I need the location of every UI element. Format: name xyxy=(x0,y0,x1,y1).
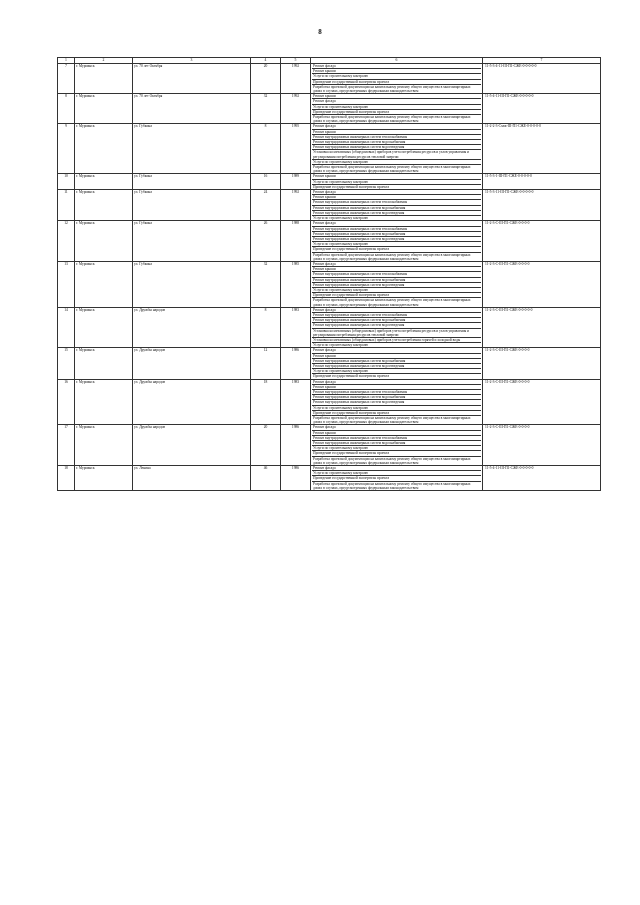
house-number-cell: 20 xyxy=(251,425,281,466)
row-number: 8 xyxy=(58,94,75,124)
work-item: Разработка проектной документации на капитальному ремонту общего имущества в многоквартирных домах в случаях, предусмотренных федеральным законодательством xyxy=(313,165,471,174)
works-cell xyxy=(311,174,483,190)
row-number: 10 xyxy=(58,174,75,190)
work-item: Услуги по строительному контролю xyxy=(313,343,369,348)
work-item: Ремонт фасада xyxy=(312,190,481,195)
work-item: Услуги по строительному контролю xyxy=(312,160,481,165)
street-cell: ул. Губкина xyxy=(133,221,251,262)
row-number: 7 xyxy=(58,64,75,94)
work-item: Ремонт внутридомовых инженерных систем теплоснабжения xyxy=(312,200,481,205)
city-cell: г. Мурманск xyxy=(75,221,133,262)
house-number-cell: 16 xyxy=(251,174,281,190)
work-item: Ремонт внутридомовых инженерных систем теплоснабжения xyxy=(312,436,481,441)
header-cell: 7 xyxy=(483,58,601,64)
header-cell: 6 xyxy=(311,58,483,64)
city-cell: г. Мурманск xyxy=(75,261,133,307)
work-item: Ремонт внутридомовых инженерных систем водоотведения xyxy=(312,145,481,150)
work-item: Ремонт крыши xyxy=(312,385,481,390)
house-number-cell: 46 xyxy=(251,466,281,491)
work-item: Ремонт крыши xyxy=(312,195,481,200)
work-item: Проведение государственной экспертизы проекта xyxy=(313,374,390,379)
code-text: 11-2-3-С-III-П1-СЖЕ-0-0-0-0 xyxy=(485,221,530,226)
work-item: Ремонт внутридомовых инженерных систем теплоснабжения xyxy=(312,227,481,232)
year-cell: 1985 xyxy=(281,261,311,307)
works-cell xyxy=(311,64,483,94)
code-text: 11-2-3-С-III-П1-СЖЕ-0-0-0-0 xyxy=(485,379,530,384)
work-item: Ремонт крыши xyxy=(312,174,481,179)
work-item: Услуги по строительному контролю xyxy=(312,369,481,374)
table-row xyxy=(58,94,601,124)
house-number-cell: 12 xyxy=(251,348,281,379)
work-item: Установка коллективных (общедомовых) приборов учета потребления ресурсов и узлов управления и регулирования потребления ресурсов тепловой энергии xyxy=(312,150,481,159)
work-item: Ремонт фасада xyxy=(312,262,481,267)
work-item: Ремонт внутридомовых инженерных систем водоснабжения xyxy=(312,359,481,364)
work-item: Ремонт внутридомовых инженерных систем водоотведения xyxy=(312,400,481,405)
table-row xyxy=(58,124,601,174)
work-item: Ремонт фасада xyxy=(312,308,481,313)
work-item: Проведение государственной экспертизы проекта xyxy=(312,247,481,252)
table-row xyxy=(58,190,601,221)
work-item: Ремонт внутридомовых инженерных систем водоснабжения xyxy=(312,278,481,283)
code-cell xyxy=(483,348,601,379)
code-cell xyxy=(483,64,601,94)
work-item: Услуги по строительному контролю xyxy=(312,180,481,185)
work-item: Разработка проектной документации на капитальному ремонту общего имущества в многоквартирных домах в случаях, предусмотренных федеральным законодательством xyxy=(313,416,471,425)
city-cell: г. Мурманск xyxy=(75,425,133,466)
street-cell: ул. Губкина xyxy=(133,261,251,307)
city-cell: г. Мурманск xyxy=(75,348,133,379)
work-item: Ремонт крыши xyxy=(312,69,481,74)
repair-table xyxy=(57,57,601,491)
work-item: Услуги по строительному контролю xyxy=(312,74,481,79)
work-item: Ремонт фасада xyxy=(312,99,481,104)
work-item: Разработка проектной документации на капитальному ремонту общего имущества в многоквартирных домах в случаях, предусмотренных федеральным законодательством xyxy=(313,84,471,94)
work-item: Ремонт крыши xyxy=(312,431,481,436)
street-cell: ул. Губкина xyxy=(133,174,251,190)
work-item: Услуги по строительному контролю xyxy=(312,242,481,247)
city-cell: г. Мурманск xyxy=(75,307,133,348)
street-cell: ул. Губкина xyxy=(133,124,251,174)
works-cell xyxy=(311,261,483,307)
row-number: 13 xyxy=(58,261,75,307)
work-item: Проведение государственной экспертизы проекта xyxy=(312,451,481,456)
house-number-cell: 26 xyxy=(251,221,281,262)
year-cell: 1983 xyxy=(281,307,311,348)
street-cell: ул. Дружбы народов xyxy=(133,348,251,379)
code-cell xyxy=(483,190,601,221)
work-item: Услуги по строительному контролю xyxy=(312,471,481,476)
work-item: Проведение государственной экспертизы проекта xyxy=(312,411,481,416)
work-item: Ремонт фасада xyxy=(312,425,481,430)
code-text: 11-2-3-С-III-П1-СЖЕ-0-0-0-0-0 xyxy=(485,307,533,312)
street-cell: ул. Дружбы народов xyxy=(133,379,251,425)
house-number-cell: 32 xyxy=(251,94,281,124)
code-text: 11-5-3-4-11-III-П1-СЖЕ-0-0-0-0-0 xyxy=(485,64,537,68)
code-text: 11-2-2-3-Сзаж-III-П1-СЖЕ-0-0-0-0-0 xyxy=(485,124,541,129)
work-item: Услуги по строительному контролю xyxy=(312,288,481,293)
year-cell: 1992 xyxy=(281,190,311,221)
works-cell xyxy=(311,221,483,262)
code-cell xyxy=(483,307,601,348)
work-item: Ремонт внутридомовых инженерных систем водоснабжения xyxy=(312,206,481,211)
code-text: 11-2-3-С-III-П1-СЖЕ-0-0-0-0 xyxy=(485,261,530,266)
works-cell xyxy=(311,190,483,221)
work-item: Ремонт фасада xyxy=(312,348,481,353)
street-cell: ул. Ленина xyxy=(133,466,251,491)
work-item: Ремонт внутридомовых инженерных систем водоснабжения xyxy=(312,318,481,323)
works-cell xyxy=(311,425,483,466)
city-cell: г. Мурманск xyxy=(75,174,133,190)
year-cell: 1992 xyxy=(281,64,311,94)
house-number-cell: 32 xyxy=(251,261,281,307)
header-cell: 3 xyxy=(133,58,251,64)
year-cell: 1992 xyxy=(281,94,311,124)
work-item: Проведение государственной экспертизы проекта xyxy=(313,184,390,189)
work-item: Ремонт внутридомовых инженерных систем водоотведения xyxy=(312,283,481,288)
works-cell xyxy=(311,307,483,348)
code-text: 11-5-3-1-III-П1-СЖЕ-0-0-0-0-0 xyxy=(485,174,532,179)
year-cell: 1986 xyxy=(281,425,311,466)
house-number-cell: 18 xyxy=(251,379,281,425)
work-item: Установка коллективных (общедомовых) приборов учета потребления ресурсов и узлов управления и регулирования потребления ресурсов тепловой энергии xyxy=(312,329,481,338)
work-item: Разработка проектной документации на капитальному ремонту общего имущества в многоквартирных домах в случаях, предусмотренных федеральным законодательством xyxy=(313,252,471,261)
table-row xyxy=(58,64,601,94)
row-number: 12 xyxy=(58,221,75,262)
header-cell: 5 xyxy=(281,58,311,64)
work-item: Ремонт внутридомовых инженерных систем водоотведения xyxy=(312,237,481,242)
city-cell: г. Мурманск xyxy=(75,124,133,174)
table-row xyxy=(58,307,601,348)
table-row xyxy=(58,466,601,491)
code-cell xyxy=(483,124,601,174)
row-number: 18 xyxy=(58,466,75,491)
code-text: 11-2-3-С-III-П1-СЖЕ-0-0-0-0 xyxy=(485,348,530,353)
city-cell: г. Мурманск xyxy=(75,190,133,221)
row-number: 15 xyxy=(58,348,75,379)
street-cell: ул. Губкина xyxy=(133,190,251,221)
house-number-cell: 24 xyxy=(251,190,281,221)
header-cell: 4 xyxy=(251,58,281,64)
work-item: Ремонт фасада xyxy=(312,380,481,385)
work-item: Разработка проектной документации на капитальному ремонту общего имущества в многоквартирных домах в случаях, предусмотренных федеральным законодательством xyxy=(313,456,471,465)
work-item: Разработка проектной документации на капитальному ремонту общего имущества в многоквартирных домах в случаях, предусмотренных федеральным законодательством xyxy=(313,298,471,307)
work-item: Установка коллективных (общедомовых) приборов учета потребления горячей и холодной воды xyxy=(312,338,481,343)
work-item: Разработка проектной документации на капитальному ремонту общего имущества в многоквартирных домах в случаях, предусмотренных федеральным законодательством xyxy=(313,481,471,490)
work-item: Проведение государственной экспертизы проекта xyxy=(312,110,481,115)
year-cell: 1989 xyxy=(281,174,311,190)
code-text: 11-2-3-С-III-П1-СЖЕ-0-0-0-0 xyxy=(485,425,530,430)
work-item: Разработка проектной документации на капитальному ремонту общего имущества в многоквартирных домах в случаях, предусмотренных федеральным законодательством xyxy=(313,115,471,124)
street-cell: ул. 70 лет Октября xyxy=(133,94,251,124)
work-item: Ремонт внутридомовых инженерных систем теплоснабжения xyxy=(312,390,481,395)
work-item: Ремонт внутридомовых инженерных систем водоснабжения xyxy=(312,395,481,400)
code-cell xyxy=(483,94,601,124)
work-item: Ремонт внутридомовых инженерных систем водоотведения xyxy=(312,364,481,369)
city-cell: г. Мурманск xyxy=(75,64,133,94)
code-cell xyxy=(483,221,601,262)
code-cell xyxy=(483,174,601,190)
table-row xyxy=(58,425,601,466)
code-cell xyxy=(483,425,601,466)
year-cell: 1986 xyxy=(281,466,311,491)
table-row xyxy=(58,348,601,379)
row-number: 14 xyxy=(58,307,75,348)
work-item: Ремонт внутридомовых инженерных систем водоотведения xyxy=(312,211,481,216)
page-number: 8 xyxy=(318,28,322,36)
house-number-cell: 8 xyxy=(251,124,281,174)
year-cell: 1995 xyxy=(281,124,311,174)
works-cell xyxy=(311,124,483,174)
header-cell: 1 xyxy=(58,58,75,64)
work-item: Проведение государственной экспертизы проекта xyxy=(312,80,481,85)
row-number: 9 xyxy=(58,124,75,174)
house-number-cell: 20 xyxy=(251,64,281,94)
work-item: Услуги по строительному контролю xyxy=(312,406,481,411)
work-item: Проведение государственной экспертизы проекта xyxy=(312,293,481,298)
street-cell: ул. Дружбы народов xyxy=(133,425,251,466)
work-item: Проведение государственной экспертизы проекта xyxy=(312,476,481,481)
street-cell: ул. Дружбы народов xyxy=(133,307,251,348)
code-cell xyxy=(483,261,601,307)
city-cell: г. Мурманск xyxy=(75,379,133,425)
table-row xyxy=(58,221,601,262)
work-item: Ремонт внутридомовых инженерных систем водоснабжения xyxy=(312,232,481,237)
work-item: Ремонт крыши xyxy=(312,354,481,359)
city-cell: г. Мурманск xyxy=(75,94,133,124)
house-number-cell: 8 xyxy=(251,307,281,348)
work-item: Ремонт фасада xyxy=(312,124,481,129)
code-text: 11-5-4-11-III-П1-СЖЕ-0-0-0-0-0 xyxy=(485,94,534,99)
work-item: Ремонт фасада xyxy=(312,466,481,471)
works-cell xyxy=(311,348,483,379)
table-body xyxy=(58,64,601,491)
work-item: Ремонт внутридомовых инженерных систем теплоснабжения xyxy=(312,313,481,318)
works-cell xyxy=(311,94,483,124)
work-item: Ремонт крыши xyxy=(312,267,481,272)
work-item: Ремонт внутридомовых инженерных систем теплоснабжения xyxy=(312,272,481,277)
code-cell xyxy=(483,379,601,425)
work-item: Ремонт внутридомовых инженерных систем теплоснабжения xyxy=(312,135,481,140)
year-cell: 1988 xyxy=(281,221,311,262)
work-item: Ремонт внутридомовых инженерных систем водоотведения xyxy=(312,323,481,328)
city-cell: г. Мурманск xyxy=(75,466,133,491)
work-item: Ремонт внутридомовых инженерных систем водоснабжения xyxy=(312,140,481,145)
work-item: Ремонт фасада xyxy=(312,64,481,69)
works-cell xyxy=(311,379,483,425)
table-row xyxy=(58,174,601,190)
table-row xyxy=(58,379,601,425)
row-number: 11 xyxy=(58,190,75,221)
header-cell: 2 xyxy=(75,58,133,64)
row-number: 16 xyxy=(58,379,75,425)
year-cell: 1983 xyxy=(281,379,311,425)
work-item: Ремонт крыши xyxy=(312,130,481,135)
work-item: Услуги по строительному контролю xyxy=(313,216,369,221)
code-text: 11-5-3-11-III-П1-СЖЕ-0-0-0-0-0 xyxy=(485,190,534,195)
work-item: Ремонт крыши xyxy=(312,94,481,99)
work-item: Услуги по строительному контролю xyxy=(312,105,481,110)
work-item: Ремонт внутридомовых инженерных систем водоснабжения xyxy=(312,441,481,446)
works-cell xyxy=(311,466,483,491)
street-cell: ул. 70 лет Октября xyxy=(133,64,251,94)
year-cell: 1986 xyxy=(281,348,311,379)
work-item: Услуги по строительному контролю xyxy=(312,446,481,451)
row-number: 17 xyxy=(58,425,75,466)
table-row xyxy=(58,261,601,307)
work-item: Ремонт фасада xyxy=(312,221,481,226)
code-text: 11-5-4-11-III-П1-СЖЕ-0-0-0-0-0 xyxy=(485,466,534,471)
code-cell xyxy=(483,466,601,491)
